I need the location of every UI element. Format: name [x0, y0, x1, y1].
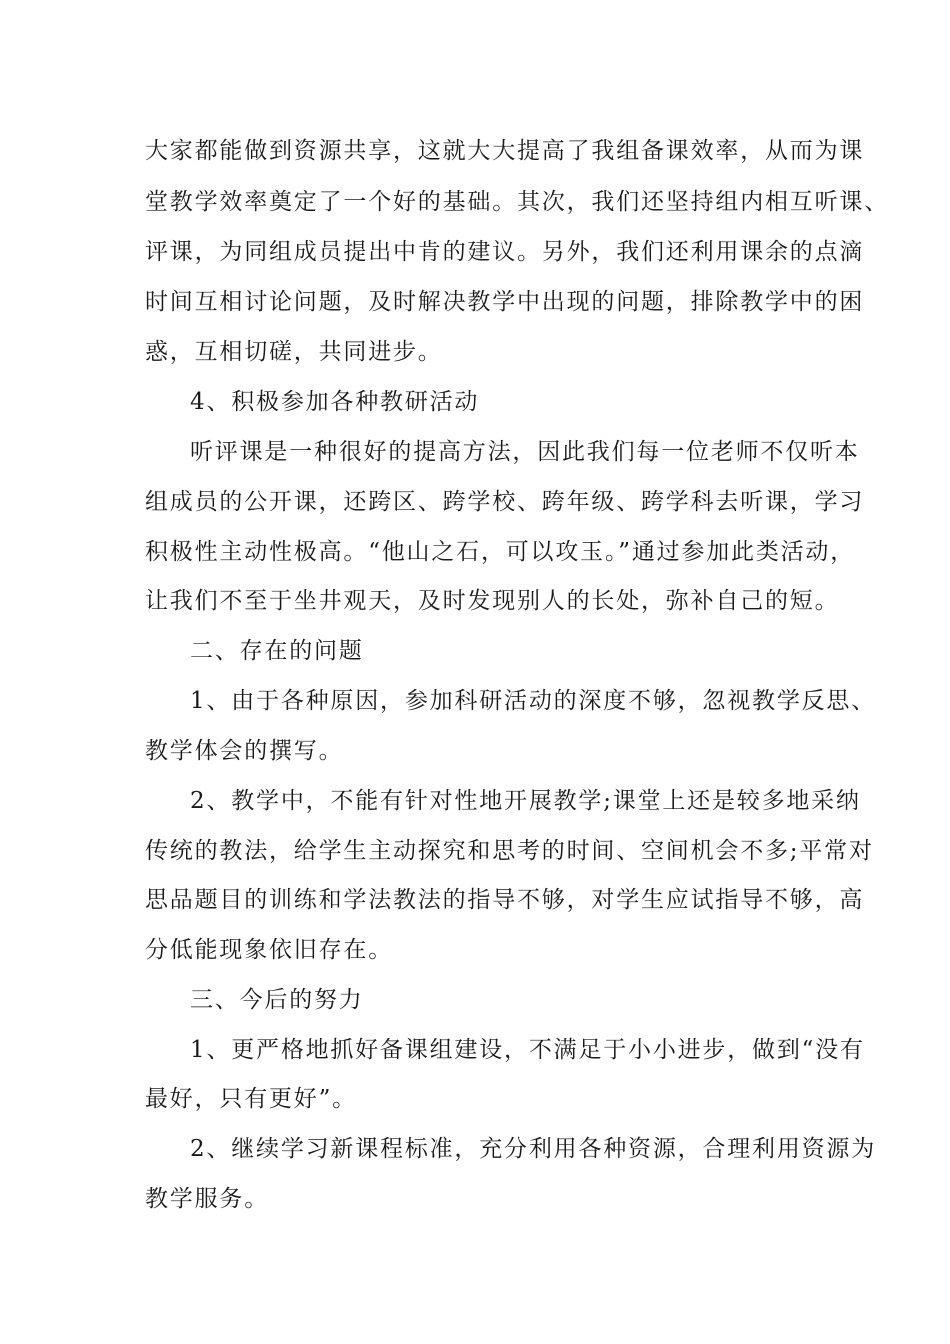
section-heading: 二、存在的问题	[190, 638, 364, 664]
paragraph-line: 教学体会的撰写。	[145, 738, 344, 764]
paragraph-line: 积极性主动性极高。“他山之石，可以攻玉。”通过参加此类活动，	[145, 539, 856, 565]
paragraph-line: 惑，互相切磋，共同进步。	[145, 339, 443, 365]
paragraph-line: 2、教学中，不能有针对性地开展教学;课堂上还是较多地采纳	[190, 788, 861, 814]
paragraph-line: 传统的教法，给学生主动探究和思考的时间、空间机会不多;平常对	[145, 838, 874, 864]
section-heading: 三、今后的努力	[190, 987, 364, 1013]
paragraph-line: 思品题目的训练和学法教法的指导不够，对学生应试指导不够，高	[145, 887, 865, 913]
paragraph-line: 1、由于各种原因，参加科研活动的深度不够，忽视教学反思、	[190, 688, 877, 714]
paragraph-line: 组成员的公开课，还跨区、跨学校、跨年级、跨学科去听课，学习	[145, 489, 865, 515]
paragraph-line: 听评课是一种很好的提高方法，因此我们每一位老师不仅听本	[190, 439, 860, 465]
paragraph-line: 教学服务。	[145, 1186, 269, 1212]
paragraph-line: 分低能现象依旧存在。	[145, 937, 393, 963]
paragraph-line: 2、继续学习新课程标准，充分利用各种资源，合理利用资源为	[190, 1136, 877, 1162]
paragraph-line: 1、更严格地抓好备课组建设，不满足于小小进步，做到“没有	[190, 1037, 865, 1063]
paragraph-line: 最好，只有更好”。	[145, 1086, 357, 1112]
section-heading: 4、积极参加各种教研活动	[190, 389, 480, 415]
paragraph-line: 大家都能做到资源共享，这就大大提高了我组备课效率，从而为课	[145, 138, 865, 164]
paragraph-line: 评课，为同组成员提出中肯的建议。另外，我们还利用课余的点滴	[145, 239, 865, 265]
paragraph-line: 时间互相讨论问题，及时解决教学中出现的问题，排除教学中的困	[145, 289, 865, 315]
paragraph-line: 让我们不至于坐井观天，及时发现别人的长处，弥补自己的短。	[145, 588, 840, 614]
paragraph-line: 堂教学效率奠定了一个好的基础。其次，我们还坚持组内相互听课、	[145, 189, 889, 215]
